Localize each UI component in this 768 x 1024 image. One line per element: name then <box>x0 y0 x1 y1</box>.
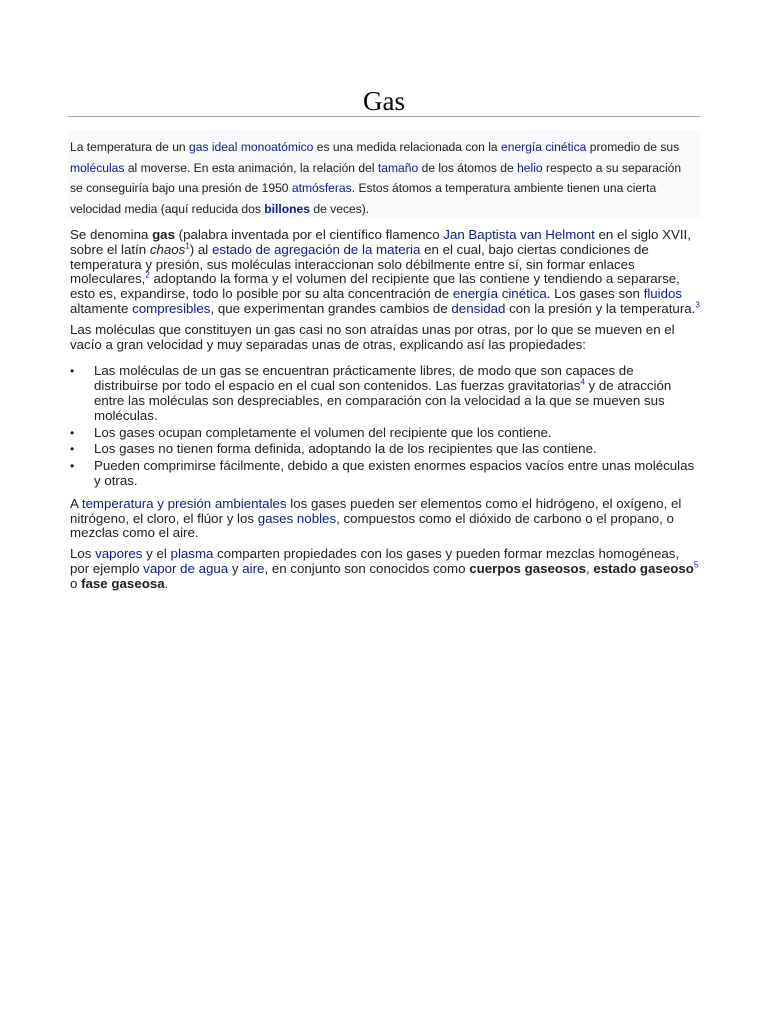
ref-3[interactable]: 3 <box>695 300 700 310</box>
caption-text: de veces). <box>310 201 370 216</box>
paragraph-examples <box>70 497 700 541</box>
text: A <box>70 495 82 511</box>
text: , <box>585 560 594 576</box>
link-energia-cinetica-2[interactable]: energía cinética <box>452 286 547 302</box>
link-van-helmont[interactable]: Jan Baptista van Helmont <box>443 227 595 242</box>
link-temperatura-presion[interactable]: temperatura y presión ambientales <box>81 495 287 511</box>
text: ) al <box>189 241 212 257</box>
link-densidad[interactable]: densidad <box>451 300 506 316</box>
text: y de atracción entre las moléculas son despreciables, en comparación con la velocidad a la que se mueven sus moléculas. <box>94 378 672 423</box>
text: . <box>164 575 169 591</box>
link-tamano[interactable]: tamaño <box>377 160 419 175</box>
bold-gas: gas <box>152 227 175 242</box>
link-gases-nobles[interactable]: gases nobles <box>257 510 337 526</box>
text: y <box>228 560 243 576</box>
link-compresibles[interactable]: compresibles <box>132 300 211 316</box>
text: Se denomina <box>70 227 153 242</box>
text: con la presión y la temperatura. <box>505 300 696 316</box>
ref-2[interactable]: 2 <box>145 270 150 280</box>
list-item <box>94 364 700 423</box>
text: Las moléculas de un gas se encuentran prácticamente libres, de modo que son capaces de distribuirse por todo el espacio en el cual son contenidos. Las fuerzas gravitatorias <box>94 363 634 394</box>
link-monoatomico[interactable]: monoatómico <box>240 140 314 154</box>
ref-4[interactable]: 4 <box>580 377 585 387</box>
text: , compuestos como el dióxido de carbono o el propano, o mezclas como el aire. <box>70 510 674 541</box>
paragraph-vapores <box>70 547 700 591</box>
paragraph-intro <box>70 228 700 317</box>
text: comparten propiedades con los gases y pueden formar mezclas homogéneas, por ejemplo <box>70 546 680 576</box>
title-divider <box>68 116 700 117</box>
link-vapor-de-agua[interactable]: vapor de agua <box>143 560 229 576</box>
bold-estado-gaseoso: estado gaseoso <box>593 560 694 576</box>
list-item: • Los gases no tienen forma definida, adoptando la de los recipientes que las contiene. <box>94 442 700 457</box>
link-energia-cinetica[interactable]: energía cinética <box>501 140 587 154</box>
list-item: • Pueden comprimirse fácilmente, debido a que existen enormes espacios vacíos entre unas moléculas y otras. <box>94 459 700 489</box>
caption-text: respecto a su separación se conseguiría bajo una presión de 1950 <box>70 160 682 196</box>
text: Los <box>70 546 96 562</box>
link-aire[interactable]: aire <box>242 560 265 576</box>
text: y el <box>142 546 171 562</box>
text: o <box>70 575 82 591</box>
link-estado-agregacion[interactable]: estado de agregación de la materia <box>211 241 421 257</box>
link-moleculas[interactable]: moléculas <box>70 160 125 175</box>
text: . Los gases son <box>546 286 644 302</box>
article-body <box>70 228 700 598</box>
ref-5[interactable]: 5 <box>693 560 699 570</box>
paragraph-properties: Las moléculas que constituyen un gas casi no son atraídas unas por otras, por lo que se mueven en el vacío a gran velocidad y muy separadas unas de otras, explicando así las propiedades: <box>70 321 675 352</box>
text: , que experimentan grandes cambios de <box>210 300 452 316</box>
text: adoptando la forma y el volumen del recipiente que las contiene y tendiendo a separarse, esto es, expandirse, todo lo posible por su alta concentración de <box>70 271 680 302</box>
link-gas-ideal[interactable]: gas ideal <box>189 140 238 154</box>
caption-text: . Estos átomos a temperatura ambiente tienen una cierta velocidad media (aquí reducida dos <box>70 181 657 216</box>
text: en el siglo XVII, sobre el latín <box>70 227 691 257</box>
link-billones[interactable]: billones <box>264 201 310 216</box>
text: en el cual, bajo ciertas condiciones de temperatura y presión, sus moléculas interaccionan solo débilmente entre sí, sin formar enlaces moleculares, <box>70 241 649 287</box>
caption-text: promedio de sus <box>586 140 680 154</box>
caption-text: de los átomos de <box>418 160 518 175</box>
link-atmosferas[interactable]: atmósferas <box>291 181 352 196</box>
ref-1[interactable]: 1 <box>185 241 190 251</box>
image-caption <box>68 130 700 218</box>
caption-text: al moverse. En esta animación, la relación del <box>124 160 378 175</box>
properties-list <box>70 364 700 488</box>
bold-cuerpos-gaseosos: cuerpos gaseosos <box>469 560 586 576</box>
caption-text: La temperatura de un <box>70 140 190 154</box>
text: los gases pueden ser elementos como el hidrógeno, el oxígeno, el nitrógeno, el cloro, el flúor y los <box>70 495 682 526</box>
list-item: • Los gases ocupan completamente el volumen del recipiente que los contiene. <box>94 426 700 441</box>
text: (palabra inventada por el científico flamenco <box>174 227 444 242</box>
italic-chaos: chaos <box>149 241 186 257</box>
bold-fase-gaseosa: fase gaseosa <box>81 575 165 591</box>
caption-text: es una medida relacionada con la <box>313 140 501 154</box>
page-title: Gas <box>363 86 405 116</box>
link-fluidos[interactable]: fluidos <box>643 286 683 302</box>
text: , en conjunto son conocidos como <box>264 560 470 576</box>
text: altamente <box>70 300 133 316</box>
link-vapores[interactable]: vapores <box>95 546 143 562</box>
link-helio[interactable]: helio <box>517 160 543 175</box>
link-plasma[interactable]: plasma <box>170 546 214 562</box>
